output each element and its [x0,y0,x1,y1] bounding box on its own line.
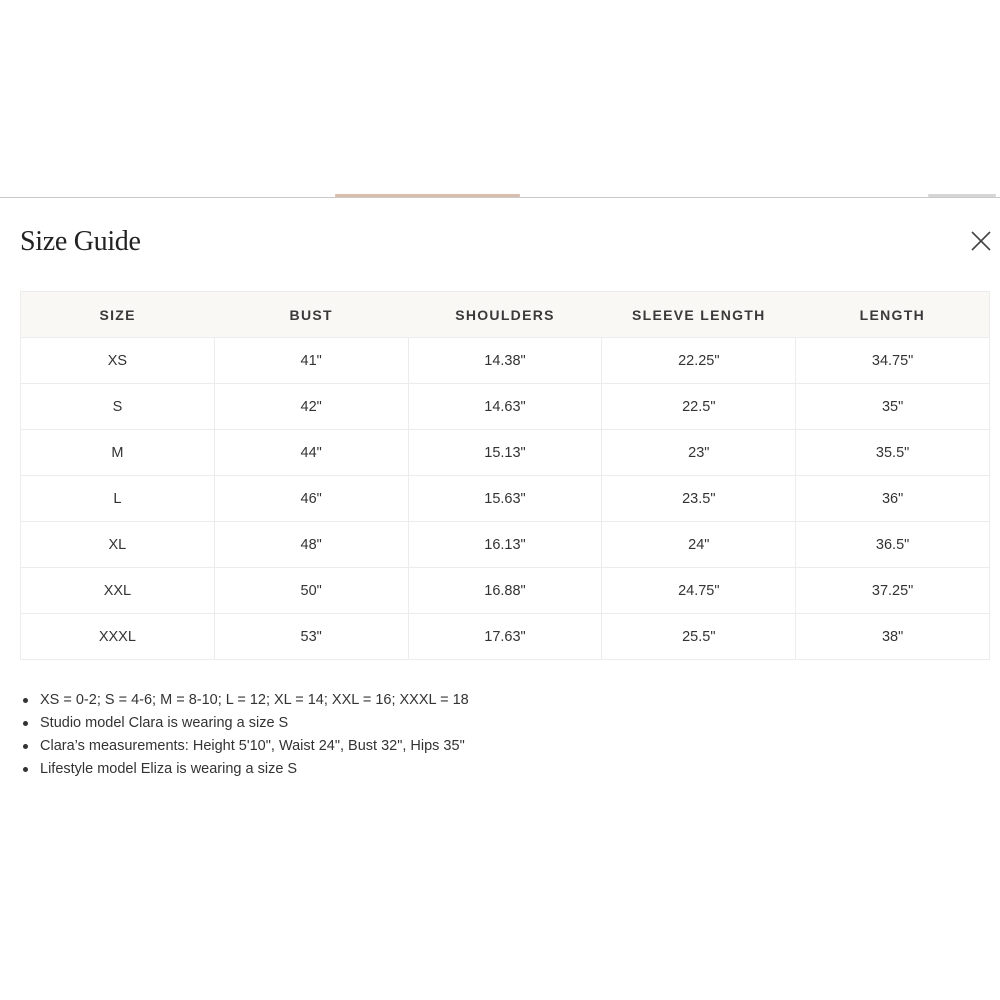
table-cell: 37.25" [796,568,990,614]
table-row [21,522,990,568]
table-cell: 35.5" [796,430,990,476]
table-cell: 42" [214,384,408,430]
table-cell: 22.25" [602,338,796,384]
table-cell: 46" [214,476,408,522]
close-icon [966,226,996,256]
table-cell: 16.13" [408,522,602,568]
table-row [21,568,990,614]
close-button[interactable] [966,226,996,256]
list-item: Clara’s measurements: Height 5'10", Waist 24", Bust 32", Hips 35" [20,735,469,758]
header-sleeve-length: SLEEVE LENGTH [602,292,796,338]
table-cell: 35" [796,384,990,430]
table-cell: 23" [602,430,796,476]
table-cell: M [21,430,215,476]
header-bust: BUST [214,292,408,338]
table-row [21,430,990,476]
table-cell: 53" [214,614,408,660]
table-cell: 14.63" [408,384,602,430]
table-cell: 22.5" [602,384,796,430]
table-cell: 38" [796,614,990,660]
table-cell: 34.75" [796,338,990,384]
table-cell: 44" [214,430,408,476]
header-length: LENGTH [796,292,990,338]
table-cell: XXXL [21,614,215,660]
table-cell: XS [21,338,215,384]
size-table [20,291,990,660]
backdrop-text-edge [928,194,996,197]
table-cell: XXL [21,568,215,614]
fit-notes-list [20,689,469,781]
size-guide-modal [0,198,1000,1000]
table-row [21,384,990,430]
table-cell: 36" [796,476,990,522]
table-cell: L [21,476,215,522]
table-cell: 24.75" [602,568,796,614]
table-cell: 25.5" [602,614,796,660]
table-cell: 48" [214,522,408,568]
table-cell: 14.38" [408,338,602,384]
table-cell: 15.63" [408,476,602,522]
table-header-row [21,292,990,338]
table-row [21,614,990,660]
table-cell: 15.13" [408,430,602,476]
table-cell: XL [21,522,215,568]
list-item: Lifestyle model Eliza is wearing a size S [20,758,469,781]
header-shoulders: SHOULDERS [408,292,602,338]
table-cell: 41" [214,338,408,384]
table-cell: 17.63" [408,614,602,660]
table-row [21,338,990,384]
header-size: SIZE [21,292,215,338]
table-cell: 50" [214,568,408,614]
backdrop-product-image-edge [335,194,520,197]
modal-title: Size Guide [20,226,141,257]
table-row [21,476,990,522]
table-cell: 24" [602,522,796,568]
table-cell: 23.5" [602,476,796,522]
table-cell: 16.88" [408,568,602,614]
list-item: Studio model Clara is wearing a size S [20,712,469,735]
list-item: XS = 0-2; S = 4-6; M = 8-10; L = 12; XL = 14; XXL = 16; XXXL = 18 [20,689,469,712]
table-cell: 36.5" [796,522,990,568]
table-cell: S [21,384,215,430]
